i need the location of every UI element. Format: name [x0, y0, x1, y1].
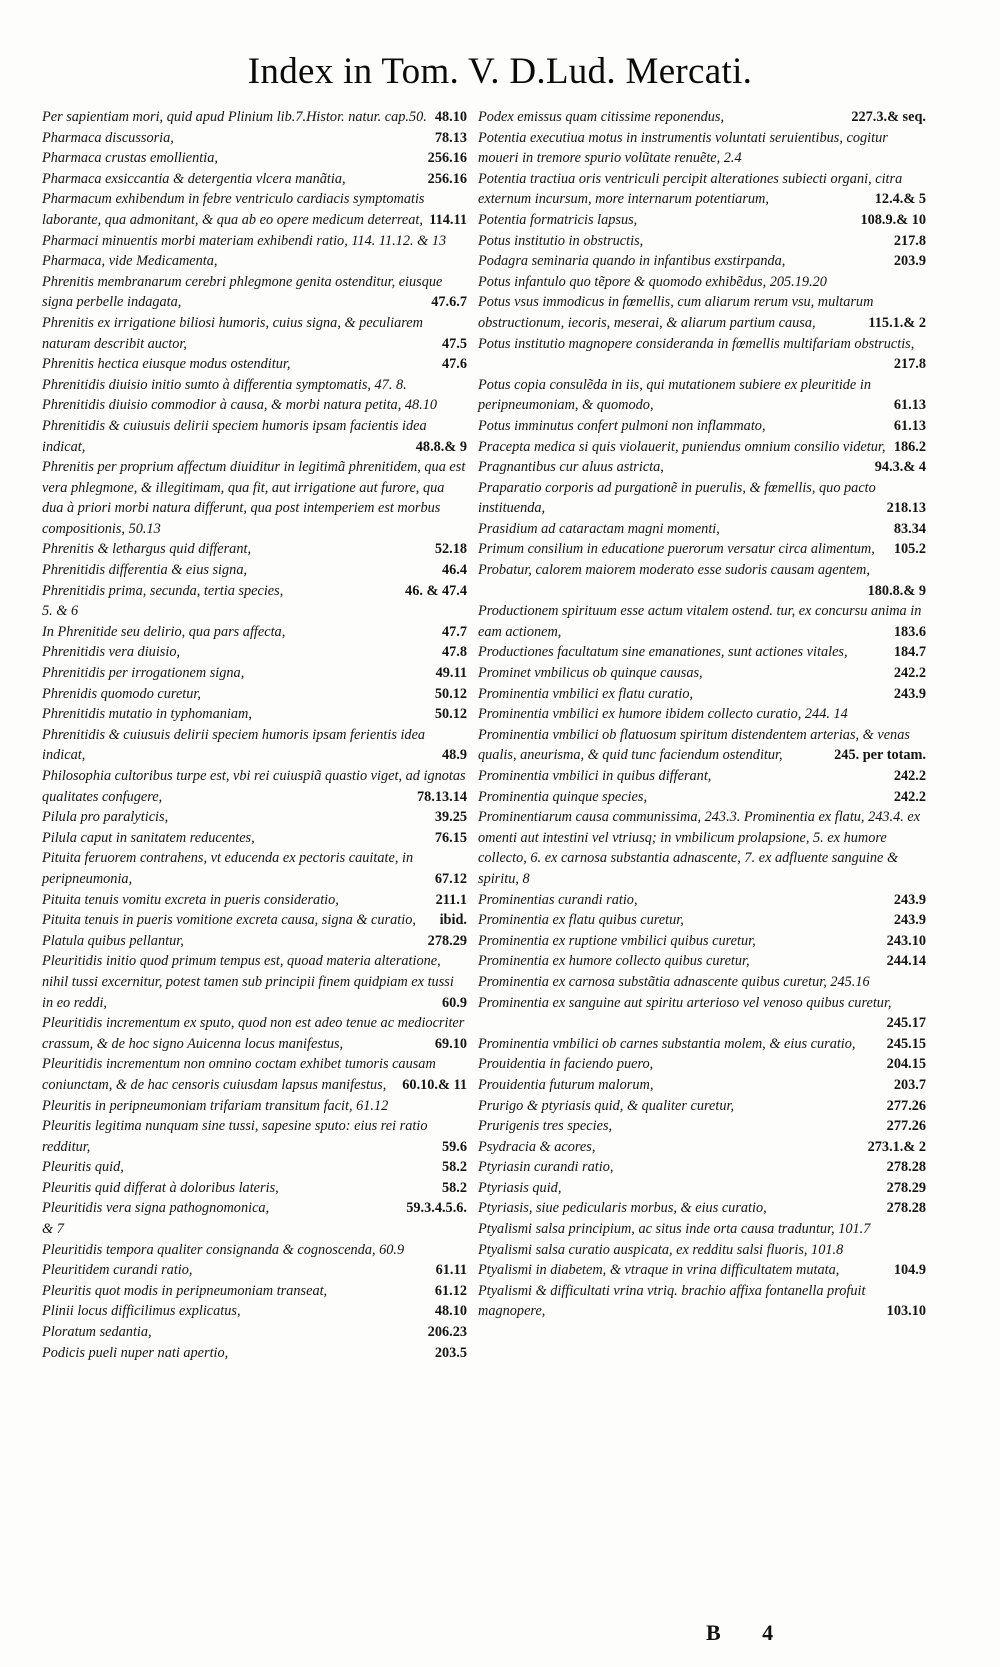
index-entry [478, 251, 926, 272]
entry-text: Productionem spirituum esse actum vitalem ostend. tur, ex concursu anima in eam actionem, [478, 603, 922, 640]
page-reference: 48.10 [434, 109, 467, 125]
entry-text: Prominet vmbilicus ob quinque causas, [478, 665, 703, 682]
entry-text: Phrenitis ex irrigatione biliosi humoris, cuius signa, & peculiarem naturam describit auctor, [42, 314, 423, 352]
entry-text: Prominentia vmbilici ex humore ibidem collecto curatio, 244. 14 [478, 706, 848, 723]
entry-text: Prurigo & ptyriasis quid, & qualiter curetur, [478, 1097, 735, 1114]
signature-mark: B 4 [706, 1620, 792, 1645]
entry-text: Phrenitidis mutatio in typhomaniam, [42, 706, 252, 723]
page-reference: 61.13 [893, 417, 926, 434]
page-reference: 48.8.& 9 [415, 438, 467, 455]
page-reference: 278.29 [427, 932, 467, 949]
entry-text: Phrenitidis diuisio commodior à causa, & morbi natura petita, 48.10 [42, 397, 438, 414]
index-entry [42, 272, 467, 313]
index-entry [42, 766, 467, 807]
page-reference: 78.13 [434, 129, 467, 146]
entry-text: Pharmaca discussoria, [42, 129, 174, 146]
entry-text: Prouidentia in faciendo puero, [478, 1056, 654, 1073]
index-entry [42, 231, 467, 252]
entry-text: Phrenitidis diuisio initio sumto à differentia symptomatis, 47. 8. [42, 376, 407, 393]
index-entry [478, 210, 926, 231]
index-entry [478, 1096, 926, 1117]
entry-text: Pharmaci minuentis morbi materiam exhibendi ratio, 114. 11.12. & 13 [42, 232, 447, 249]
page-reference: 48.10 [434, 1303, 467, 1320]
page-reference: 39.25 [434, 809, 467, 826]
entry-text: Prominentia ex carnosa substãtia adnascente quibus curetur, 245.16 [478, 973, 870, 990]
page-reference: 244.14 [886, 953, 926, 970]
entry-text: Prominentia vmbilici ob carnes substantia molem, & eius curatio, [478, 1035, 856, 1052]
entry-text: Philosophia cultoribus turpe est, vbi rei cuiuspiã quastio viget, ad ignotas qualitates confugere, [42, 768, 466, 805]
entry-text: Primum consilium in educatione puerorum versatur circa alimentum, [478, 541, 875, 558]
entry-text: Potentia formatricis lapsus, [478, 211, 638, 228]
index-entry [478, 1157, 926, 1178]
entry-text: Praparatio corporis ad purgationẽ in puerulis, & fœmellis, quo pacto instituenda, [478, 479, 876, 517]
entry-text: Pleuritidis incrementum non omnino coctam exhibet tumoris causam coniunctam, & de hac censoris cuiusdam lapsus manifestus, [42, 1056, 436, 1093]
entry-text: Pilula pro paralyticis, [42, 809, 169, 826]
page-reference: 217.8 [893, 232, 926, 249]
index-entry [42, 1281, 467, 1302]
index-entry [478, 272, 926, 293]
entry-text: Platula quibus pellantur, [42, 932, 184, 949]
entry-text: Pituita tenuis in pueris vomitione excreta causa, signa & curatio, [42, 912, 416, 929]
index-entry [42, 1054, 467, 1095]
entry-text: Phrenitis & lethargus quid differant, [42, 541, 252, 558]
index-entry [42, 1219, 467, 1240]
page-reference: 203.9 [893, 253, 926, 270]
entry-text: Potus vsus immodicus in fœmellis, cum aliarum rerum vsu, multarum obstructionum, iecoris, meserai, & aliarum partium causa, [478, 294, 874, 331]
index-entry [478, 457, 926, 478]
entry-text: Pleuritis quid differat à doloribus lateris, [42, 1179, 279, 1196]
page-reference: 94.3.& 4 [874, 459, 926, 476]
page-reference: 58.2 [441, 1159, 467, 1176]
index-entry [42, 1240, 467, 1261]
page-reference: 69.10 [434, 1035, 467, 1052]
page-reference: 180.8.& 9 [867, 582, 926, 599]
entry-text: Prominentia ex ruptione vmbilici quibus curetur, [478, 932, 756, 949]
index-entry [42, 128, 467, 149]
entry-text: Pharmaca exsiccantia & detergentia vlcera manãtia, [42, 170, 346, 187]
index-entry [478, 1178, 926, 1199]
index-entry [478, 1034, 926, 1055]
page-reference: 61.12 [434, 1282, 467, 1299]
page-reference: 46.4 [441, 562, 467, 579]
index-entry [478, 1260, 926, 1281]
entry-text: Potus infantulo quo tẽpore & quomodo exhibẽdus, 205.19.20 [478, 273, 827, 290]
entry-text: Phrenitis per proprium affectum diuiditur in legitimã phrenitidem, qua est vera phlegmone, & illegitimam, qua fit, aut irrigatione aut furore, qua dua à priori morbi natura differunt, qua post intemperiem est morbus compositionis, 50.13 [42, 459, 466, 537]
page-reference: 47.6 [441, 356, 467, 373]
index-entry [42, 539, 467, 560]
index-entry [42, 1157, 467, 1178]
page-reference: 61.11 [435, 1262, 467, 1279]
index-column-left [42, 107, 467, 1363]
entry-text: Potus copia consulẽda in iis, qui mutationem subiere ex pleuritide in peripneumoniam, & quomodo, [478, 376, 871, 414]
page-reference: 47.8 [441, 644, 467, 661]
entry-text: Probatur, calorem maiorem moderato esse sudoris causam agentem, [478, 562, 870, 579]
entry-text: Pilula caput in sanitatem reducentes, [42, 829, 255, 846]
page-reference: 245. per totam. [834, 747, 926, 764]
entry-text: Pleuritis in peripneumoniam trifariam transitum facit, 61.12 [42, 1097, 389, 1114]
page-reference: 243.9 [893, 685, 926, 702]
page-reference: 278.28 [886, 1200, 926, 1217]
page-reference: 242.2 [893, 788, 926, 805]
index-entry [478, 1240, 926, 1261]
page-reference: 61.13 [893, 397, 926, 414]
index-entry [478, 375, 926, 416]
index-entry [42, 1116, 467, 1157]
page-reference: 256.16 [427, 150, 467, 167]
page-reference: 227.3.& seq. [851, 109, 926, 125]
page-reference: 242.2 [893, 665, 926, 682]
index-entry [42, 416, 467, 457]
entry-text: Phrenitidis per irrogationem signa, [42, 665, 245, 682]
index-entry [478, 704, 926, 725]
index-entry [42, 375, 467, 396]
entry-text: Prominentia vmbilici ob flatuosum spiritum distendentem arterias, & venas qualis, aneurisma, & quid tunc faciendum ostenditur, [478, 726, 910, 764]
entry-text: Potus institutio in obstructis, [478, 232, 644, 249]
index-entry [42, 560, 467, 581]
index-entry [478, 169, 926, 210]
entry-text: Podex emissus quam citissime reponendus, [478, 109, 725, 125]
index-entry [42, 807, 467, 828]
page-header: Index in Tom. V. D.Lud. Mercati. [247, 51, 753, 92]
index-entry [42, 395, 467, 416]
index-entry [42, 169, 467, 190]
entry-text: Potus institutio magnopere consideranda in fœmellis multifariam obstructis, [478, 335, 915, 352]
index-entry [478, 334, 926, 375]
index-entry [42, 684, 467, 705]
index-entry [478, 972, 926, 993]
entry-text: Prurigenis tres species, [478, 1118, 613, 1135]
index-entry [42, 601, 467, 622]
entry-text: Pleuritidis incrementum ex sputo, quod non est adeo tenue ac mediocriter crassum, & de hoc signo Auicenna locus manifestus, [42, 1015, 465, 1052]
index-entry [478, 519, 926, 540]
entry-text: Potus imminutus confert pulmoni non inflammato, [478, 417, 766, 434]
index-entry [42, 1322, 467, 1343]
index-column-right [478, 107, 926, 1322]
index-entry [42, 642, 467, 663]
index-entry [42, 848, 467, 889]
entry-text: Phrenitis hectica eiusque modus ostenditur, [42, 356, 291, 373]
entry-text: Pleuritis quid, [42, 1159, 124, 1176]
index-entry [478, 684, 926, 705]
page-reference: 59.3.4.5.6. [406, 1200, 467, 1217]
page-reference: 78.13.14 [416, 788, 467, 805]
page-reference: 104.9 [893, 1262, 926, 1279]
index-entry [42, 1301, 467, 1322]
entry-text: Plinii locus difficilimus explicatus, [42, 1303, 241, 1320]
index-entry [478, 642, 926, 663]
index-entry [478, 1219, 926, 1240]
entry-text: Productiones facultatum sine emanationes, sunt actiones vitales, [478, 644, 848, 661]
index-entry [42, 148, 467, 169]
index-entry [478, 931, 926, 952]
page-reference: 67.12 [434, 870, 467, 887]
page-reference: 203.5 [434, 1344, 467, 1361]
index-entry [478, 890, 926, 911]
entry-text: Prouidentia futurum malorum, [478, 1076, 654, 1093]
page-reference: 203.7 [893, 1076, 926, 1093]
page-reference: 60.10.& 11 [402, 1076, 467, 1093]
index-entry [42, 1013, 467, 1054]
entry-text: Pituita feruorem contrahens, vt educenda ex pectoris cauitate, in peripneumonia, [42, 850, 414, 887]
entry-text: Prominentias curandi ratio, [478, 891, 638, 908]
page-reference: 48.9 [441, 747, 467, 764]
page-reference: 278.29 [886, 1179, 926, 1196]
entry-text: Ptyriasis, siue pedicularis morbus, & eius curatio, [478, 1200, 767, 1217]
page-reference: 206.23 [427, 1324, 467, 1341]
entry-text: Per sapientiam mori, quid apud Plinium lib.7.Histor. natur. cap.50. [42, 109, 427, 125]
index-entry [478, 437, 926, 458]
page-reference: 12.4.& 5 [874, 191, 926, 208]
entry-text: Pleuritis quot modis in peripneumoniam transeat, [42, 1282, 328, 1299]
page-reference: 52.18 [434, 541, 467, 558]
entry-text: 5. & 6 [42, 603, 79, 620]
index-entry [42, 663, 467, 684]
index-entry [42, 1343, 467, 1364]
index-entry [478, 1137, 926, 1158]
index-entry [42, 457, 467, 539]
entry-text: Ptyalismi & difficultati vrina vtriq. brachio affixa fontanella profuit magnopere, [478, 1282, 866, 1320]
page-reference: 108.9.& 10 [860, 211, 926, 228]
entry-text: Podagra seminaria quando in infantibus exstirpanda, [478, 253, 786, 270]
page-reference: 183.6 [893, 623, 926, 640]
entry-text: Phrenidis quomodo curetur, [42, 685, 201, 702]
page-reference: 105.2 [893, 541, 926, 558]
entry-text: Prominentia vmbilici ex flatu curatio, [478, 685, 694, 702]
index-entry [42, 951, 467, 1013]
page-reference: 47.6.7 [431, 294, 467, 311]
entry-text: Prominentia quinque species, [478, 788, 648, 805]
entry-text: Pleuritidis initio quod primum tempus est, quoad materia alteratione, nihil tussi excernitur, potest tamen sub principii finem quidpiam ex tussi in eo reddi, [42, 953, 454, 1011]
index-entry [42, 910, 467, 931]
entry-text: Pleuritis legitima nunquam sine tussi, sapesine sputo: eius rei ratio redditur, [42, 1118, 428, 1155]
index-entry [42, 725, 467, 766]
page-reference: 243.10 [886, 932, 926, 949]
entry-text: In Phrenitide seu delirio, qua pars affecta, [42, 623, 286, 640]
index-entry [478, 1281, 926, 1322]
entry-text: Pleuritidem curandi ratio, [42, 1262, 193, 1279]
index-entry [478, 231, 926, 252]
index-entry [42, 931, 467, 952]
page-reference: 58.2 [441, 1179, 467, 1196]
page-reference: 50.12 [434, 706, 467, 723]
entry-text: Phrenitidis & cuiusuis delirii speciem humoris ipsam facientis idea indicat, [42, 417, 427, 455]
index-entry [42, 313, 467, 354]
index-entry [478, 951, 926, 972]
entry-text: Prominentia ex humore collecto quibus curetur, [478, 953, 750, 970]
index-entry [42, 1096, 467, 1117]
page-reference: 243.9 [893, 891, 926, 908]
entry-text: Pharmaca crustas emollientia, [42, 150, 218, 167]
entry-text: Pragnantibus cur aluus astricta, [478, 459, 664, 476]
index-entry [478, 1054, 926, 1075]
entry-text: Pracepta medica si quis violauerit, puniendus omnium consilio videtur, [478, 438, 886, 455]
page-reference: 277.26 [886, 1118, 926, 1135]
entry-text: Ptyriasis quid, [478, 1179, 562, 1196]
index-entry [42, 622, 467, 643]
page-reference: 245.15 [886, 1035, 926, 1052]
entry-text: Phrenitidis prima, secunda, tertia species, [42, 582, 284, 599]
index-entry [478, 725, 926, 766]
index-entry [478, 416, 926, 437]
index-entry [42, 890, 467, 911]
page-reference: 186.2 [893, 438, 926, 455]
page-reference: 46. & 47.4 [405, 582, 467, 599]
index-entry [42, 189, 467, 230]
page-reference: 47.7 [441, 623, 467, 640]
index-entry [42, 704, 467, 725]
entry-text: Potentia executiua motus in instrumentis voluntati seruientibus, cogitur moueri in tremore spurio volũtate renuẽte, 2.4 [478, 129, 888, 167]
entry-text: Ptyalismi salsa principium, ac situs inde orta causa traduntur, 101.7 [478, 1221, 871, 1238]
index-entry [42, 251, 467, 272]
index-entry [478, 1198, 926, 1219]
page-reference: ibid. [439, 912, 467, 929]
entry-text: Podicis pueli nuper nati apertio, [42, 1344, 229, 1361]
page-reference: 277.26 [886, 1097, 926, 1114]
index-entry [478, 539, 926, 560]
page-reference: 273.1.& 2 [867, 1138, 926, 1155]
entry-text: Pharmaca, vide Medicamenta, [42, 253, 218, 270]
entry-text: Prasidium ad cataractam magni momenti, [478, 520, 720, 537]
index-entry [478, 787, 926, 808]
index-entry [478, 766, 926, 787]
entry-text: Pharmacum exhibendum in febre ventriculo cardiacis symptomatis laborante, qua admonitant, & qua ab eo opere medicum deterreat, [42, 191, 425, 228]
page-reference: 204.15 [886, 1056, 926, 1073]
entry-text: Prominentia ex sanguine aut spiritu arterioso vel venoso quibus curetur, [478, 994, 892, 1011]
entry-text: Phrenitidis vera diuisio, [42, 644, 181, 661]
index-entry [42, 107, 467, 128]
index-entry [42, 828, 467, 849]
entry-text: Prominentia vmbilici in quibus differant, [478, 768, 712, 784]
page-reference: 245.17 [886, 1015, 926, 1032]
page-reference: 50.12 [434, 685, 467, 702]
index-entry [478, 601, 926, 642]
index-entry [478, 910, 926, 931]
index-entry [478, 107, 926, 128]
page-reference: 115.1.& 2 [868, 314, 926, 331]
entry-text: Ptyriasin curandi ratio, [478, 1159, 614, 1176]
index-entry [42, 581, 467, 602]
page-reference: 278.28 [886, 1159, 926, 1176]
index-entry [478, 1116, 926, 1137]
entry-text: Phrenitidis & cuiusuis delirii speciem humoris ipsam ferientis idea indicat, [42, 726, 426, 764]
index-entry [478, 993, 926, 1034]
page-reference: 83.34 [893, 520, 926, 537]
index-entry [42, 1260, 467, 1281]
page-reference: 47.5 [441, 335, 467, 352]
entry-text: Pituita tenuis vomitu excreta in pueris consideratio, [42, 891, 339, 908]
index-entry [478, 292, 926, 333]
entry-text: Potentia tractiua oris ventriculi percipit alterationes subiecti organi, citra externum incursum, more internarum potentiarum, [478, 170, 903, 208]
page-reference: 76.15 [434, 829, 467, 846]
page-reference: 256.16 [427, 170, 467, 187]
entry-text: Pleuritidis vera signa pathognomonica, [42, 1200, 270, 1217]
index-entry [478, 663, 926, 684]
page-reference: 243.9 [893, 912, 926, 929]
index-entry [478, 1075, 926, 1096]
index-entry [42, 1198, 467, 1219]
page-reference: 49.11 [435, 665, 467, 682]
page-reference: 242.2 [893, 768, 926, 784]
page-reference: 211.1 [435, 891, 467, 908]
entry-text: Ptyalismi in diabetem, & vtraque in vrina difficultatem mutata, [478, 1262, 840, 1279]
page-reference: 60.9 [441, 994, 467, 1011]
entry-text: Psydracia & acores, [478, 1138, 596, 1155]
page-reference: 184.7 [893, 644, 926, 661]
entry-text: Ploratum sedantia, [42, 1324, 152, 1341]
index-entry [42, 1178, 467, 1199]
page-reference: 218.13 [886, 500, 926, 517]
page-reference: 59.6 [441, 1138, 467, 1155]
entry-text: Prominentia ex flatu quibus curetur, [478, 912, 684, 929]
entry-text: Phrenitidis differentia & eius signa, [42, 562, 248, 579]
index-entry [478, 807, 926, 889]
index-entry [42, 354, 467, 375]
entry-text: Pleuritidis tempora qualiter consignanda & cognoscenda, 60.9 [42, 1241, 405, 1258]
entry-text: & 7 [42, 1221, 64, 1238]
page-reference: 103.10 [886, 1303, 926, 1320]
entry-text: Ptyalismi salsa curatio auspicata, ex redditu salsi fluoris, 101.8 [478, 1241, 844, 1258]
index-entry [478, 128, 926, 169]
page-reference: 114.11 [429, 211, 467, 228]
index-entry [478, 560, 926, 601]
entry-text: Phrenitis membranarum cerebri phlegmone genita ostenditur, eiusque signa perbelle indagata, [42, 273, 443, 311]
entry-text: Prominentiarum causa communissima, 243.3. Prominentia ex flatu, 243.4. ex omenti aut intestini vel vtriusq; in vmbilicum prolapsione, 5. ex humore collecto, 6. ex carnosa substantia adnascente, 7. ex adfluente sanguine & spiritu, 8 [478, 809, 921, 887]
page-reference: 217.8 [893, 356, 926, 373]
index-entry [478, 478, 926, 519]
